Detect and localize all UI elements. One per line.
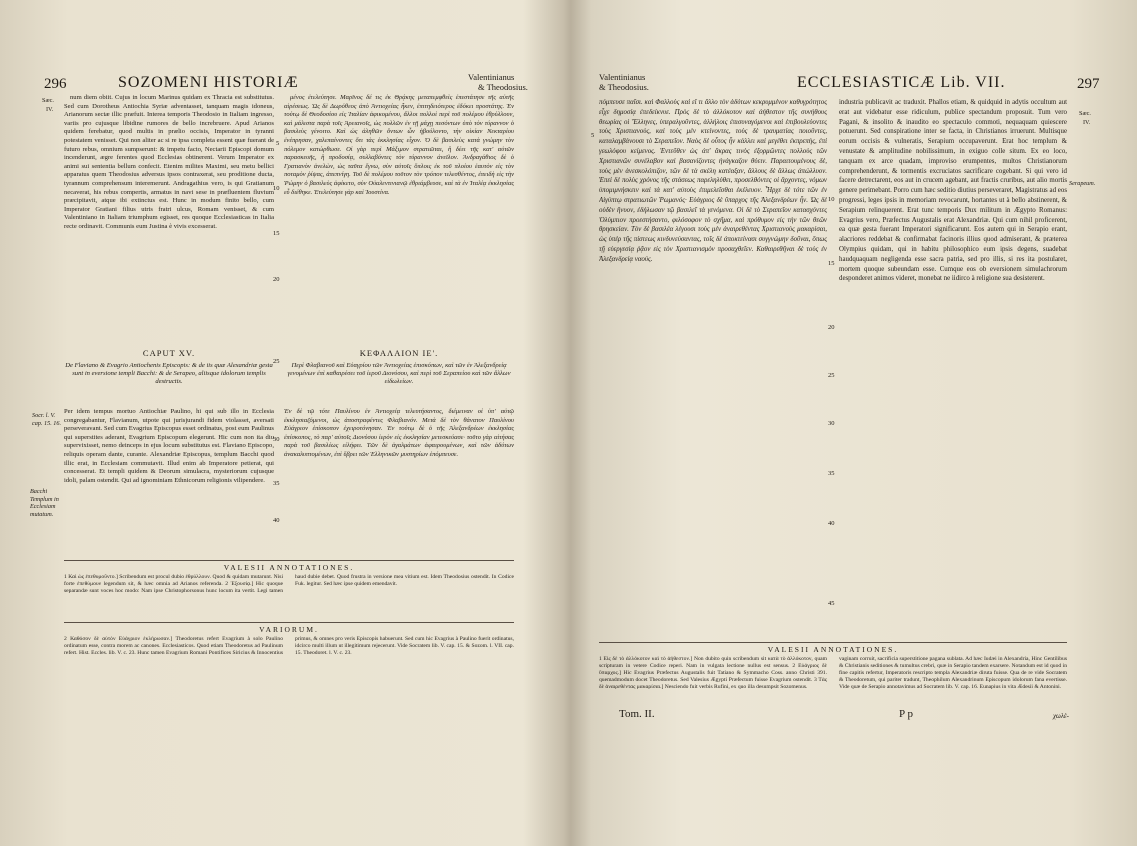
greek-column-top — [284, 94, 514, 340]
line-number: 25 — [828, 372, 835, 379]
latin-text: num diem obiit. Cujus in locum Marinus quidam ex Thracia est substitutus. Sed cum Dorotheus Antiochia Syriæ adventasset, tanquam magis idoneus, Arianorum sectæ illic præfuit. Interea temporis Theodosio in Italiam ingresso, variis pro cujusque libidine rumores de bello increbruere. Apud Arianos quidem ferebatur, quod multis in prælio occisis, Imperator in tyranni potestatem venisset. Qui non aliter ac si re ipsa completa essent quæ fuerant de futuro rebus, omnium sumpserunt: & impetu facto, Nectarii Episcopi domum incenderunt, ægre ferentes quod Ecclesias obtinerent. Verum Imperator ex animi sui sententia bellum confecit. Etenim milites Maximi, seu metu bellici apparatus quem Theodosius adversus ipsos contraxerat, seu proditione ducta, tyrannum comprehensum interemerunt. Andragathius vero, is qui Gratianum necaverat, his rebus compertis, armatus in navi sese in præfluentem fluvium præcipitavit, atque ibi extinctus est. Hunc in modum finito bello, cum Imperator Gratiani filius utris fratri ulcus, Romam venisset, & cum Valentiniano in Italiam triumphum egisset, res quoque Ecclesiasticas in Italia recte ordinavit. Communis eum Justina è vivis excesserat. — [64, 94, 274, 230]
latin-column-top — [64, 94, 274, 340]
valesii-notes-right: vaginam corruit, sacrificia superstitione pagana sublata. Ad hæc Iudæi in Alexandria, Hinc Gentilibus & Christianis seditiones & tumultus crebri, quæ in Serapio tandem exarsere. Notandum est id quod in fine capitis refertur, Imperatoris rescripto templa Alexandriæ diruta fuisse. Qua de re vide Socratem & Theodoretum, qui pariter tradunt, Theophilum Alexandrinum Episcopum idolorum fana evertisse. Vide quæ de Serapio annotavimus ad Socratem lib. V. cap. 16. Eunapius in vita Ædesii & Antonini. — [839, 656, 1067, 690]
margin-saeculum-number: IV. — [46, 106, 54, 113]
latin-text: industria publicavit ac traduxit. Phallos etiam, & quidquid in adytis occultum aut erat aut videbatur esse ridiculum, publice spectandum proposuit. Tum vero Pagani, & insolito & inaudito eo spectaculo commoti, nequaquam quiescere potuerunt. Sed conspiratione inter se facta, in Christianos irruerunt. Multisque eorum occisis & vulneratis, Serapium occupaverunt. Erat hoc templum & venustate & amplitudine nobilissimum, in exiguo colle situm. Ex eo loco, tanquam ex arce quadam, improviso erumpentes, multos Christianorum comprehenderunt, & tormentis excruciatos sacrificare cogebant. Si qui vero id facere detrectarent, eos aut in crucem agebant, aut fractis cruribus, aut alio mortis genere perimebant. Porro cum hæc seditio diutius perseveraret, Magistratus ad eos progressi, leges ipsis in memoriam revocarunt, hortantes ut à bello abstinerent, & Serapium relinquerent. Erat tunc temporis Dux militum in Ægypto Romanus: Evagrius vero, Præfectus Augustalis erat Alexandriæ. Qui cum nihil proficerent, ea quæ gesta fuerant Imperatori significarunt. Eos autem qui in Serapio erant, alacriores reddebat & confirmabat facinoris illius quod admiserant, & præterea Olympius quidam, qui in habitu philosophico eum ipsis degens, suadebat haudquaquam negligenda esse sacra patria, sed pro illis, si res ita postularet, mortem quoque subeundam esse. Cumque eos ob eversionem simulachrorum desponderet animos videret, monebat ne iidirco à religione sua desisterent. — [839, 99, 1067, 283]
chapter-summary-greek: Περὶ Φλαβιανοῦ καὶ Εὐαγρίου τῶν Ἀντιοχείας ἐπισκόπων, καὶ τῶν ἐν Ἀλεξανδρείᾳ γενομένων ἐπὶ καθαιρέσει τοῦ ἱεροῦ Διονύσου, καὶ περὶ τοῦ Σεραπείου καὶ τῶν ἄλλων εἰδωλείων. — [287, 362, 511, 385]
running-head-emperor: Valentinianus — [599, 72, 646, 82]
margin-note-serapeum: Serapeum. — [1069, 180, 1096, 187]
chapter-heading-latin: CAPUT XV. — [142, 348, 196, 358]
line-number: 20 — [828, 324, 835, 331]
line-number: 45 — [828, 600, 835, 607]
variorum-notes: 2 Καθόσον δὲ αὐτὸν Εὐάγριον ἐκλήρωσαν.] Theodoretus refert Evagrium à solo Paulino ordinatum esse, contra morem ac canones. Ecclesiasticos. Quod etiam Theodoretus ad Paulinum refert. Hist. Eccles. lib. V. c. 23. Hunc tamen Evagrium Romani Pontifices Siricius & Innocentius primus, & omnes pro veris Episcopis habuerunt. Sed cum hic Evagrius à Paulino fuerit ordinatus, idcirco multi illum ut illegitimum rejecerunt. Vide Socratem lib. V. cap. 15. & Sozom. l. VII. cap. 15. Theodoret. l. V. c. 23. — [64, 636, 514, 656]
line-number: 30 — [828, 420, 835, 427]
variorum-title: VARIORUM. — [259, 625, 319, 634]
running-head: ECCLESIASTICÆ Lib. VII. — [797, 74, 1006, 91]
running-head-emperor-2: & Theodosius. — [599, 82, 649, 92]
margin-saeculum: Sæc. — [1079, 110, 1091, 117]
page-number: 296 — [44, 76, 67, 92]
notes-title: VALESII ANNOTATIONES. — [223, 563, 355, 572]
line-number: 35 — [273, 480, 280, 487]
left-page — [0, 0, 568, 846]
margin-saeculum: Sæc. — [42, 97, 54, 104]
latin-column — [839, 98, 1067, 638]
footnote-rule — [599, 642, 1067, 643]
line-number: 35 — [828, 470, 835, 477]
line-number: 30 — [273, 436, 280, 443]
valesii-notes: 1 Καὶ ὡς ἐπεθυμοῦντο.] Scribendum est procul dubio ἐθρύλλουν. Quod & quidam mutarunt. Nisi forte ἐπεθύμουν legendum sit, & hæc omnia ad Arianos referenda. 2 Ἐξουσίᾳ.] Hic quoque separandæ sunt voces hoc modo: Nam ipse Christophorsonus hunc locum ita vertit. Legi tamen haud dubie debet. Quod frustra in versione mea vitium est. Idem Theodosius ostendit. In Codice Fuk. legitur. Sed hæc ipse quidem emendavit. — [64, 574, 514, 594]
line-number: 5 — [276, 140, 280, 147]
line-number: 10 — [828, 196, 835, 203]
notes-title: VALESII ANNOTATIONES. — [767, 645, 899, 654]
line-number: 15 — [828, 260, 835, 267]
catchword: χωλὲ- — [1053, 712, 1069, 720]
margin-reference: Socr. l. V. cap. 15. 16. — [32, 412, 62, 427]
greek-column-body — [284, 408, 514, 556]
running-head-emperor: Valentinianus — [468, 72, 515, 82]
greek-text: μένος ἐτελεύτησε. Μαρῖνος δέ τις ἐκ Θρᾴκης μεταπεμφθεὶς ἐπεστάτησε τῆς αὐτῆς αἱρέσεως. Ὡς δὲ Δωρόθεος ἀπὸ Ἀντιοχείας ἧκεν, ἐπιτηδειότερος ἐδόκει προστάτης. Ἐν τούτῳ δὲ Θεοδοσίου εἰς Ἰταλίαν ἀφικομένου, ἄλλοι πολλοὶ περὶ τοῦ πολέμου ἐθρύλλουν, καὶ μάλιστα παρὰ τοῖς Ἀρειανοῖς, ὡς πολλῶν ἐν τῇ μάχῃ πεσόντων ὑπὸ τὸν τύραννον ὁ βασιλεὺς γένοιτο. Καὶ ὡς ἀληθῶν ὄντων ὧν ἠβούλοντο, τὴν οἰκίαν Νεκταρίου ἐνέπρησαν, χαλεπαίνοντες ὅτι τὰς ἐκκλησίας εἶχον. Ὁ δὲ βασιλεὺς κατὰ γνώμην τὸν πόλεμον κατώρθωσε. Οἱ γὰρ περὶ Μάξιμον στρατιῶται, ἢ δέει τῆς κατ' αὐτῶν παρασκευῆς, ἢ προδοσίᾳ, συλλαβόντες τὸν τύραννον ἀνεῖλον. Ἀνδραγάθιος δὲ ὁ Γρατιανὸν ἀνελὼν, ὡς ταῦτα ἔγνω, σὺν αὐτοῖς ὅπλοις ἐκ τοῦ πλοίου ἑαυτὸν εἰς τὸν ποταμὸν ῥίψας, ἀπεπνίγη. Τοῦ δὲ πολέμου τοῦτον τὸν τρόπον τελεσθέντος, ἐπειδὴ εἰς τὴν Ῥώμην ὁ βασιλεὺς ἀφίκετο, σὺν Οὐαλεντινιανῷ ἐθριάμβευσε, καὶ τὰ ἐν Ἰταλίᾳ ἐκκλησίας εὖ διέθηκε. Ἐτελεύτησε γὰρ καὶ Ἰουστίνα. — [284, 94, 514, 196]
line-number: 10 — [273, 185, 280, 192]
greek-column — [599, 98, 827, 638]
valesii-notes-left: 1 Εἰς δὲ τὸ ἀλλόκοτον καὶ τὸ ἀήθεστον.] Non dubito quin scribendum sit κατὰ τὸ ἀλλόκοτον, quam scripturam in vetere Codice reperi. Nam in vulgata lectione nullus est sensus. 2 Εὐάγριος δὲ ὕπαρχος.] Hic Evagrius Præfectus Augustalis fuit Tatiano & Symmacho Coss. anno Christi 391. quemadmodum docet Theodoretus. Sed Valesius Ægypti Præfectum fuisse Evagrium ostendit. 3 Τὰς δὲ ἀναιρεθέντας μακαρίσαι.] Nesciendo fuit verbis Rufini, ex quo illa desumpsit Sozomenus. — [599, 656, 827, 690]
latin-column-body — [64, 408, 274, 556]
line-number: 15 — [273, 230, 280, 237]
line-number: 25 — [273, 358, 280, 365]
footnote-rule — [64, 560, 514, 561]
running-head-emperor-2: & Theodosius. — [478, 82, 528, 92]
margin-note-bacchi: Bacchi Templum in Ecclesiam mutatum. — [30, 488, 59, 518]
line-number: 20 — [273, 276, 280, 283]
greek-text: πόμπευσε παῖσι. καὶ Φαλλοὺς καὶ εἴ τι ἄλλο τὸν ἀδύτων κεκρυμμένον καθυγρότητος εἶχε δημοσίᾳ ἐπεδείκνυε. Πρὸς δὲ τὸ ἀλλόκοτον καὶ ἀήθεστον τῆς συνήθους θεωρίας οἱ Ἕλληνες, ὑπεραλγοῦντες, ἀλλήλοις ἐπισυναγόμενοι καὶ ἐπιβουλεύοντες τοὺς Χριστιανοὺς, καὶ τοὺς μὲν κτείνοντες, τοὺς δὲ τραυματίας ποιοῦντες, καταλαμβάνουσι τὸ Σεραπεῖον. Ναὸς δὲ οὗτος ἦν κάλλει καὶ μεγέθει ἐκπρεπὴς, ἐπὶ γεωλόφου κείμενος. Ἐντεῦθεν ὡς ἀπ' ἄκρας τινὸς ἐξορμῶντες πολλοὺς τῶν Χριστιανῶν συνέλαβον καὶ βασανίζοντες ἠνάγκαζον θύειν. Παραιτουμένους δὲ, τοὺς μὲν ἀνεσκολόπιζον, τῶν δὲ τὰ σκέλη κατέαξαν, ἄλλους δὲ ἄλλως ἀπώλλυον. Ἐπεὶ δὲ πολὺς χρόνος τῆς στάσεως παρεληλύθει, προσελθόντες οἱ ἄρχοντες, νόμων ὑπομιμνήσκειν καὶ τὰ κατ' αὐτοὺς ἐπιμελεῖσθαι ἐκέλευον. Ἦρχε δὲ τότε τῶν ἐν Αἰγύπτῳ στρατιωτῶν Ῥωμανός· Εὐάγριος δὲ ὕπαρχος τῆς Ἀλεξανδρέων ἦν. Ὡς δὲ οὐδὲν ἤνυον, ἐδήλωσαν τῷ βασιλεῖ τὰ γενόμενα. Οἱ δὲ τὸ Σεραπεῖον κατασχόντες Ὀλύμπιον προεστήσαντο, φιλόσοφον τὸ σχῆμα, καὶ πρόθυμον εἰς τὴν τῶν θεῶν θρησκείαν. Τὸν δὲ βασιλέα λέγουσι τοὺς μὲν ἀναιρεθέντας Χριστιανοὺς μακαρίσαι, ὡς ὑπὲρ τῆς πίστεως κινδυνεύσαντας, τοῖς δὲ ἀποκτείνασι συγγνώμην δοῦναι, ὅπως τῇ εὐεργεσίᾳ ῥᾷον εἰς τὸν Χριστιανισμὸν προσαχθεῖεν. Καθαιρεθῆναι δὲ τοὺς ἐν Ἀλεξανδρείᾳ ναούς. — [599, 99, 827, 263]
chapter-heading-greek: ΚΕΦΑΛΑΙΟΝ ΙΕ'. — [359, 348, 439, 358]
greek-chapter-text: Ἐν δὲ τῷ τότε Παυλίνου ἐν Ἀντιοχείᾳ τελευτήσαντος, διέμειναν οἱ ὑπ' αὐτῷ ἐκκλησιαζόμενοι, ὡς ἀποστραφέντες Φλαβιανόν. Μετὰ δὲ τὸν θάνατον Παυλίνου Εὐάγριον ἐπίσκοπον ἐχειροτόνησαν. Ἐν τούτῳ δὲ ὁ τῆς Ἀλεξανδρέων ἐκκλησίας ἐπίσκοπος, τὸ παρ' αὐτοῖς Διονύσου ἱερὸν εἰς ἐκκλησίαν μετεσκεύασε· τοῦτο γὰρ αἰτήσας παρὰ τοῦ βασιλέως εἰλήφει. Τῶν δὲ ἀγαλμάτων ἀφαιρουμένων, καὶ τῶν ἀδύτων ἀνακαλυπτομένων, ἐπὶ ὕβρει τῶν Ἑλληνικῶν μυστηρίων ἐπόμπευσε. — [284, 408, 514, 458]
page-number: 297 — [1077, 76, 1100, 92]
chapter-summary-latin: De Flaviano & Evagrio Antiochenis Episcopis: & de iis quæ Alexandriæ gesta sunt in eversione templi Bacchi: & de Serapeo, aliisque idolorum templis destructis. — [65, 362, 273, 385]
line-number: 5 — [591, 132, 595, 139]
latin-chapter-text: Per idem tempus mortuo Antiochiæ Paulino, hi qui sub illo in Ecclesia congregabantur, Flavianum, utpote qui jurisjurandi fidem violasset, aversati perseveravant. Sed cum Evagrius Episcopus esset ordinatus, post eum Paulinus qui superstites aderant, Evagrium Episcopum elegerunt. Hic cum non ita diu supervixisset, nemo deinceps in ejus locum substitutus est. Flaviano Episcopo, reliquis operam dante, curante. Alexandriæ Episcopus, templum Bacchi quod illic erat, in Ecclesiam commutavit. Illud enim ab Imperatore petierat, qui concesserat. Et templi quidem & Deorum simulacra, mysteriorum cujusque idoli, palam ostendit. Qui ad ignominiam Ethnicorum religionis vilipendere. — [64, 408, 274, 484]
line-number: 40 — [273, 517, 280, 524]
volume-signature: Tom. II. — [619, 708, 655, 720]
gathering-signature: P p — [899, 708, 913, 720]
line-number: 40 — [828, 520, 835, 527]
right-page — [569, 0, 1137, 846]
margin-saeculum-number: IV. — [1083, 119, 1091, 126]
running-head: SOZOMENI HISTORIÆ — [118, 74, 299, 91]
variorum-rule — [64, 622, 514, 623]
